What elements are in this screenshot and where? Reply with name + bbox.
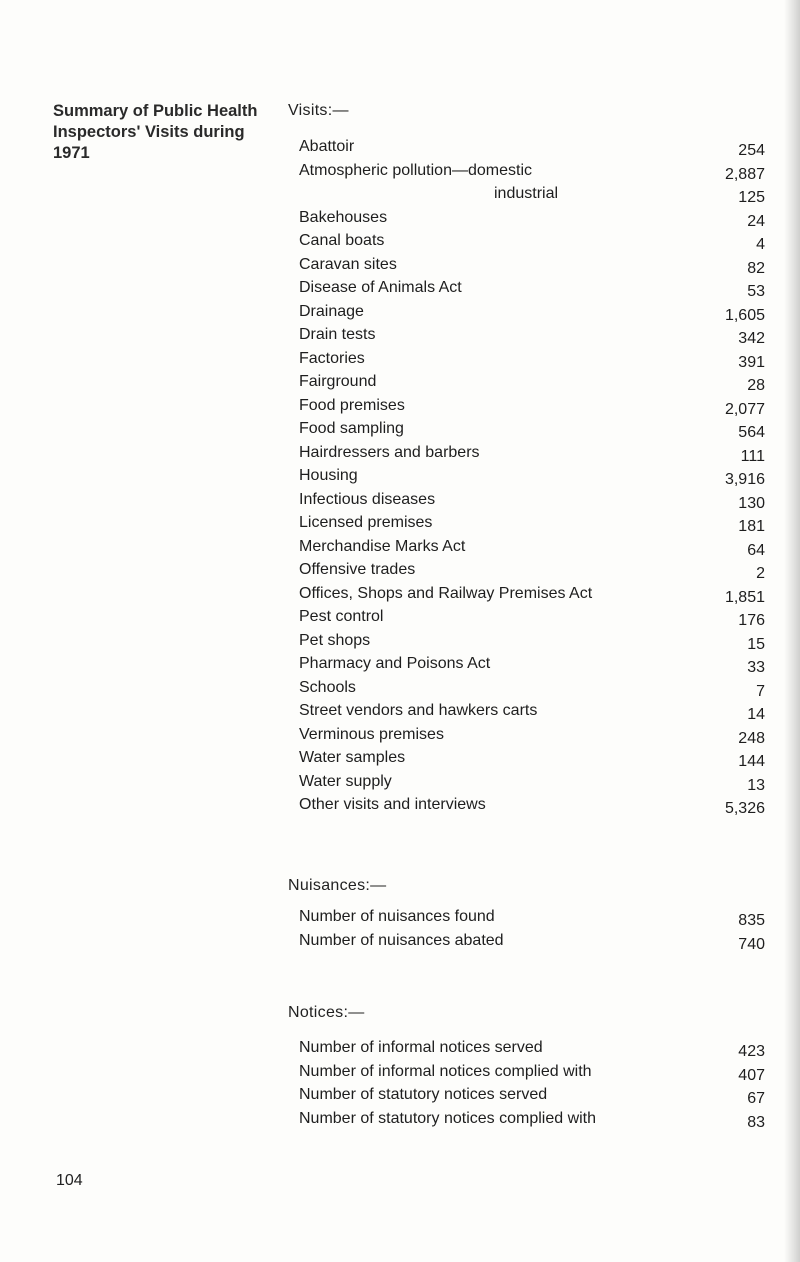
row-label: Food premises <box>299 396 405 414</box>
row-value: 740 <box>738 935 765 953</box>
list-item <box>299 138 765 162</box>
list-item <box>299 232 765 256</box>
row-value: 7 <box>756 682 765 700</box>
list-item <box>299 209 765 233</box>
notices-list <box>299 1039 765 1133</box>
list-item <box>299 279 765 303</box>
row-label: Hairdressers and barbers <box>299 443 480 461</box>
row-label: Caravan sites <box>299 255 397 273</box>
row-label: Schools <box>299 678 356 696</box>
row-label: Factories <box>299 349 365 367</box>
list-item <box>299 932 765 956</box>
list-item <box>299 1086 765 1110</box>
row-label: Infectious diseases <box>299 490 436 508</box>
row-value: 391 <box>738 353 765 371</box>
row-value: 423 <box>738 1043 765 1060</box>
list-item <box>299 185 765 209</box>
row-value: 83 <box>747 1113 765 1131</box>
row-label: Bakehouses <box>299 208 388 226</box>
row-label: Drain tests <box>299 326 376 343</box>
row-value: 2,077 <box>724 400 765 418</box>
row-value: 181 <box>738 518 765 535</box>
row-value: 14 <box>747 706 765 723</box>
list-item <box>299 561 765 585</box>
list-item <box>299 420 765 444</box>
row-label: Water supply <box>299 772 392 790</box>
list-item <box>299 1039 765 1063</box>
row-label: Number of nuisances found <box>299 908 495 925</box>
row-value: 254 <box>738 142 765 159</box>
side-heading-line-1: Summary of Public Health <box>53 102 258 120</box>
list-item <box>299 1110 765 1134</box>
list-item <box>299 514 765 538</box>
row-value: 1,605 <box>724 306 765 324</box>
row-value: 1,851 <box>724 588 765 606</box>
row-value: 111 <box>740 447 765 465</box>
row-value: 835 <box>738 912 765 929</box>
list-item <box>299 749 765 773</box>
nuisances-title: Nuisances:— <box>288 877 387 894</box>
nuisances-list <box>299 908 765 955</box>
row-label: Drainage <box>299 302 364 320</box>
row-value: 15 <box>747 635 765 653</box>
row-value: 67 <box>747 1090 765 1107</box>
row-label: industrial <box>494 185 559 202</box>
visits-list <box>299 138 765 820</box>
row-label: Atmospheric pollution—domestic <box>299 161 532 179</box>
list-item <box>299 655 765 679</box>
side-heading-line-3: 1971 <box>53 144 90 162</box>
row-label: Abattoir <box>299 138 355 155</box>
row-label: Number of nuisances abated <box>299 931 504 949</box>
row-label: Number of statutory notices complied with <box>299 1109 597 1127</box>
row-value: 144 <box>738 753 765 770</box>
row-label: Housing <box>299 467 358 484</box>
list-item <box>299 256 765 280</box>
page-number: 104 <box>56 1172 83 1189</box>
row-label: Verminous premises <box>299 725 444 743</box>
row-label: Pet shops <box>299 631 371 649</box>
visits-title: Visits:— <box>288 102 349 119</box>
row-value: 82 <box>747 259 765 277</box>
list-item <box>299 350 765 374</box>
row-value: 53 <box>747 283 765 300</box>
row-value: 2 <box>756 565 765 582</box>
row-value: 125 <box>738 189 765 206</box>
row-value: 2,887 <box>724 165 765 183</box>
list-item <box>299 444 765 468</box>
list-item <box>299 773 765 797</box>
list-item <box>299 491 765 515</box>
list-item <box>299 303 765 327</box>
row-value: 3,916 <box>724 471 765 488</box>
row-label: Merchandise Marks Act <box>299 537 466 555</box>
list-item <box>299 702 765 726</box>
list-item <box>299 373 765 397</box>
row-label: Number of informal notices complied with <box>299 1062 592 1080</box>
row-label: Other visits and interviews <box>299 796 486 813</box>
row-value: 24 <box>747 212 765 230</box>
list-item <box>299 162 765 186</box>
list-item <box>299 632 765 656</box>
list-item <box>299 585 765 609</box>
row-value: 5,326 <box>724 800 765 817</box>
row-label: Food sampling <box>299 420 404 437</box>
row-label: Street vendors and hawkers carts <box>299 702 538 719</box>
list-item <box>299 1063 765 1087</box>
list-item <box>299 608 765 632</box>
list-item <box>299 538 765 562</box>
row-value: 4 <box>756 236 765 253</box>
list-item <box>299 726 765 750</box>
row-value: 248 <box>738 729 765 747</box>
list-item <box>299 908 765 932</box>
row-label: Canal boats <box>299 232 385 249</box>
notices-title: Notices:— <box>288 1004 365 1021</box>
side-heading <box>53 101 283 164</box>
row-label: Fairground <box>299 373 377 390</box>
row-value: 176 <box>738 612 765 629</box>
row-value: 64 <box>747 541 765 559</box>
row-label: Pharmacy and Poisons Act <box>299 655 491 672</box>
row-value: 407 <box>738 1066 765 1084</box>
row-label: Number of informal notices served <box>299 1039 543 1056</box>
row-value: 28 <box>747 377 765 394</box>
row-value: 342 <box>738 330 765 347</box>
row-label: Offices, Shops and Railway Premises Act <box>299 584 593 602</box>
list-item <box>299 467 765 491</box>
row-value: 564 <box>738 424 765 441</box>
list-item <box>299 796 765 820</box>
row-label: Pest control <box>299 608 384 625</box>
row-value: 130 <box>738 494 765 512</box>
list-item <box>299 397 765 421</box>
page-edge-shadow <box>784 0 800 1262</box>
row-label: Number of statutory notices served <box>299 1086 548 1103</box>
row-value: 13 <box>747 776 765 794</box>
list-item <box>299 326 765 350</box>
side-heading-line-2: Inspectors' Visits during <box>53 123 245 141</box>
row-label: Offensive trades <box>299 561 416 578</box>
row-label: Disease of Animals Act <box>299 279 462 296</box>
list-item <box>299 679 765 703</box>
row-label: Licensed premises <box>299 514 433 531</box>
row-label: Water samples <box>299 749 406 766</box>
row-value: 33 <box>747 659 765 676</box>
